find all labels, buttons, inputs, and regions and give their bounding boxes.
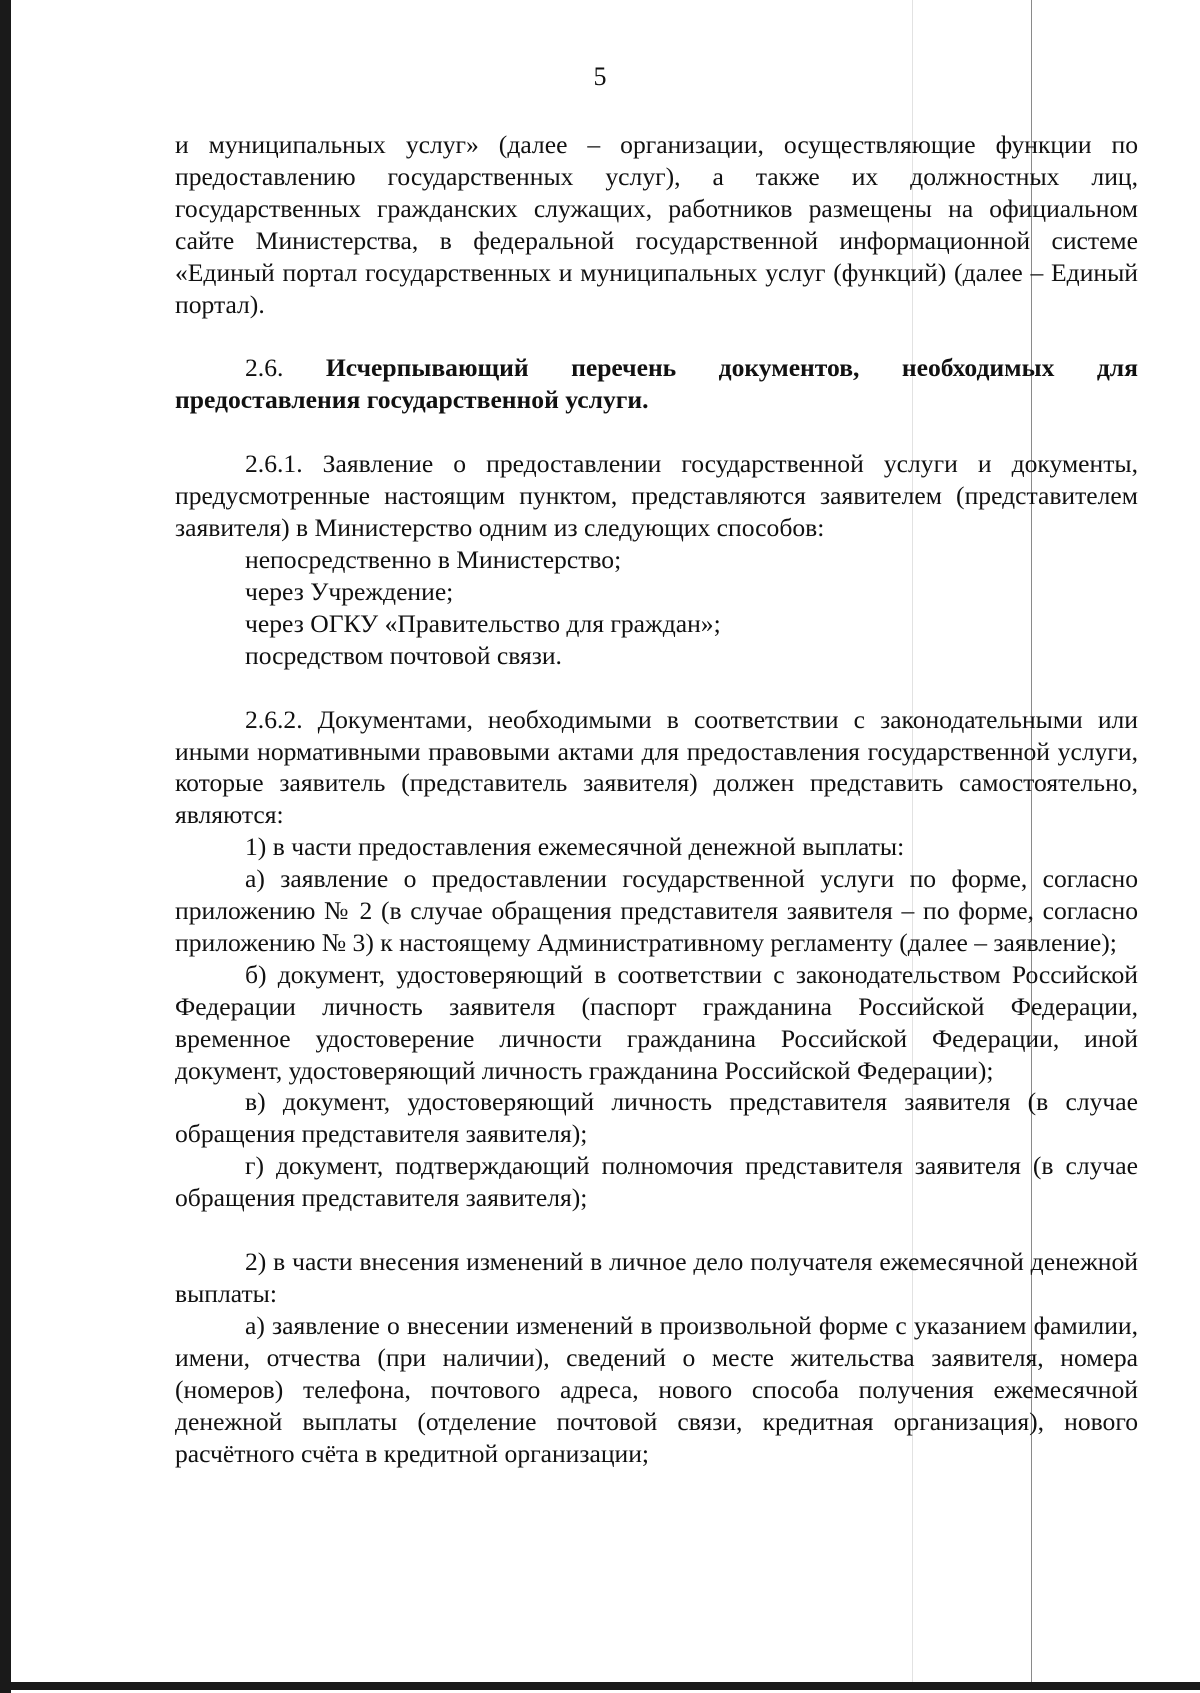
spacer: [175, 672, 1138, 704]
list-item-way: через ОГКУ «Правительство для граждан»;: [245, 608, 721, 638]
document-body: [175, 129, 1138, 1469]
page-number: 5: [593, 62, 607, 91]
part1-item-a: а) заявление о предоставлении государственной услуги по форме, согласно приложению № 2 (в случае обращения представителя заявителя – по форме, согласно приложению № 3) к настоящему Административному регламенту (далее – заявление);: [175, 864, 1138, 957]
paragraph-2-6-1: 2.6.1. Заявление о предоставлении государственной услуги и документы, предусмотренные настоящим пунктом, представляются заявителем (представителем заявителя) в Министерство одним из следующих способов:: [175, 449, 1138, 543]
spacer: [175, 416, 1138, 448]
part2-item-a: а) заявление о внесении изменений в произвольной форме с указанием фамилии, имени, отчества (при наличии), сведений о месте жительства заявителя, номера (номеров) телефона, почтового адреса, нового способа получения ежемесячной денежной выплаты (отделение почтовой связи, кредитная организация), нового расчётного счёта в кредитной организации;: [175, 1310, 1138, 1468]
list-item-way: через Учреждение;: [245, 576, 454, 606]
scan-left-border: [0, 0, 11, 1693]
spacer: [175, 320, 1138, 352]
section-heading-2-6: [175, 352, 1138, 416]
part2-heading: 2) в части внесения изменений в личное дело получателя ежемесячной денежной выплаты:: [175, 1247, 1138, 1308]
intro-paragraph: и муниципальных услуг» (далее – организации, осуществляющие функции по предоставлению государственных услуг), а также их должностных лиц, государственных гражданских служащих, работников размещены на официальном сайте Министерства, в федеральной государственной информационной системе «Единый портал государственных и муниципальных услуг (функций) (далее – Единый портал).: [175, 130, 1138, 319]
section-number: 2.6.: [245, 353, 284, 383]
section-title: Исчерпывающий перечень документов, необходимых для предоставления государственной услуги.: [175, 353, 1138, 415]
list-item-way: посредством почтовой связи.: [245, 640, 562, 670]
part1-heading: 1) в части предоставления ежемесячной денежной выплаты:: [245, 832, 905, 862]
part1-item-b: б) документ, удостоверяющий в соответствии с законодательством Российской Федерации личность заявителя (паспорт гражданина Российской Федерации, временное удостоверение личности гражданина Российской Федерации, иной документ, удостоверяющий личность гражданина Российской Федерации);: [175, 959, 1138, 1085]
list-item-way: непосредственно в Министерство;: [245, 544, 622, 574]
paragraph-2-6-2: 2.6.2. Документами, необходимыми в соответствии с законодательными или иными нормативными правовыми актами для предоставления государственной услуги, которые заявитель (представитель заявителя) должен представить самостоятельно, являются:: [175, 704, 1138, 830]
part1-item-v: в) документ, удостоверяющий личность представителя заявителя (в случае обращения представителя заявителя);: [175, 1087, 1138, 1149]
spacer: [175, 1214, 1138, 1246]
scan-bottom-border: [0, 1682, 1200, 1690]
part1-item-g: г) документ, подтверждающий полномочия представителя заявителя (в случае обращения представителя заявителя);: [175, 1151, 1138, 1213]
